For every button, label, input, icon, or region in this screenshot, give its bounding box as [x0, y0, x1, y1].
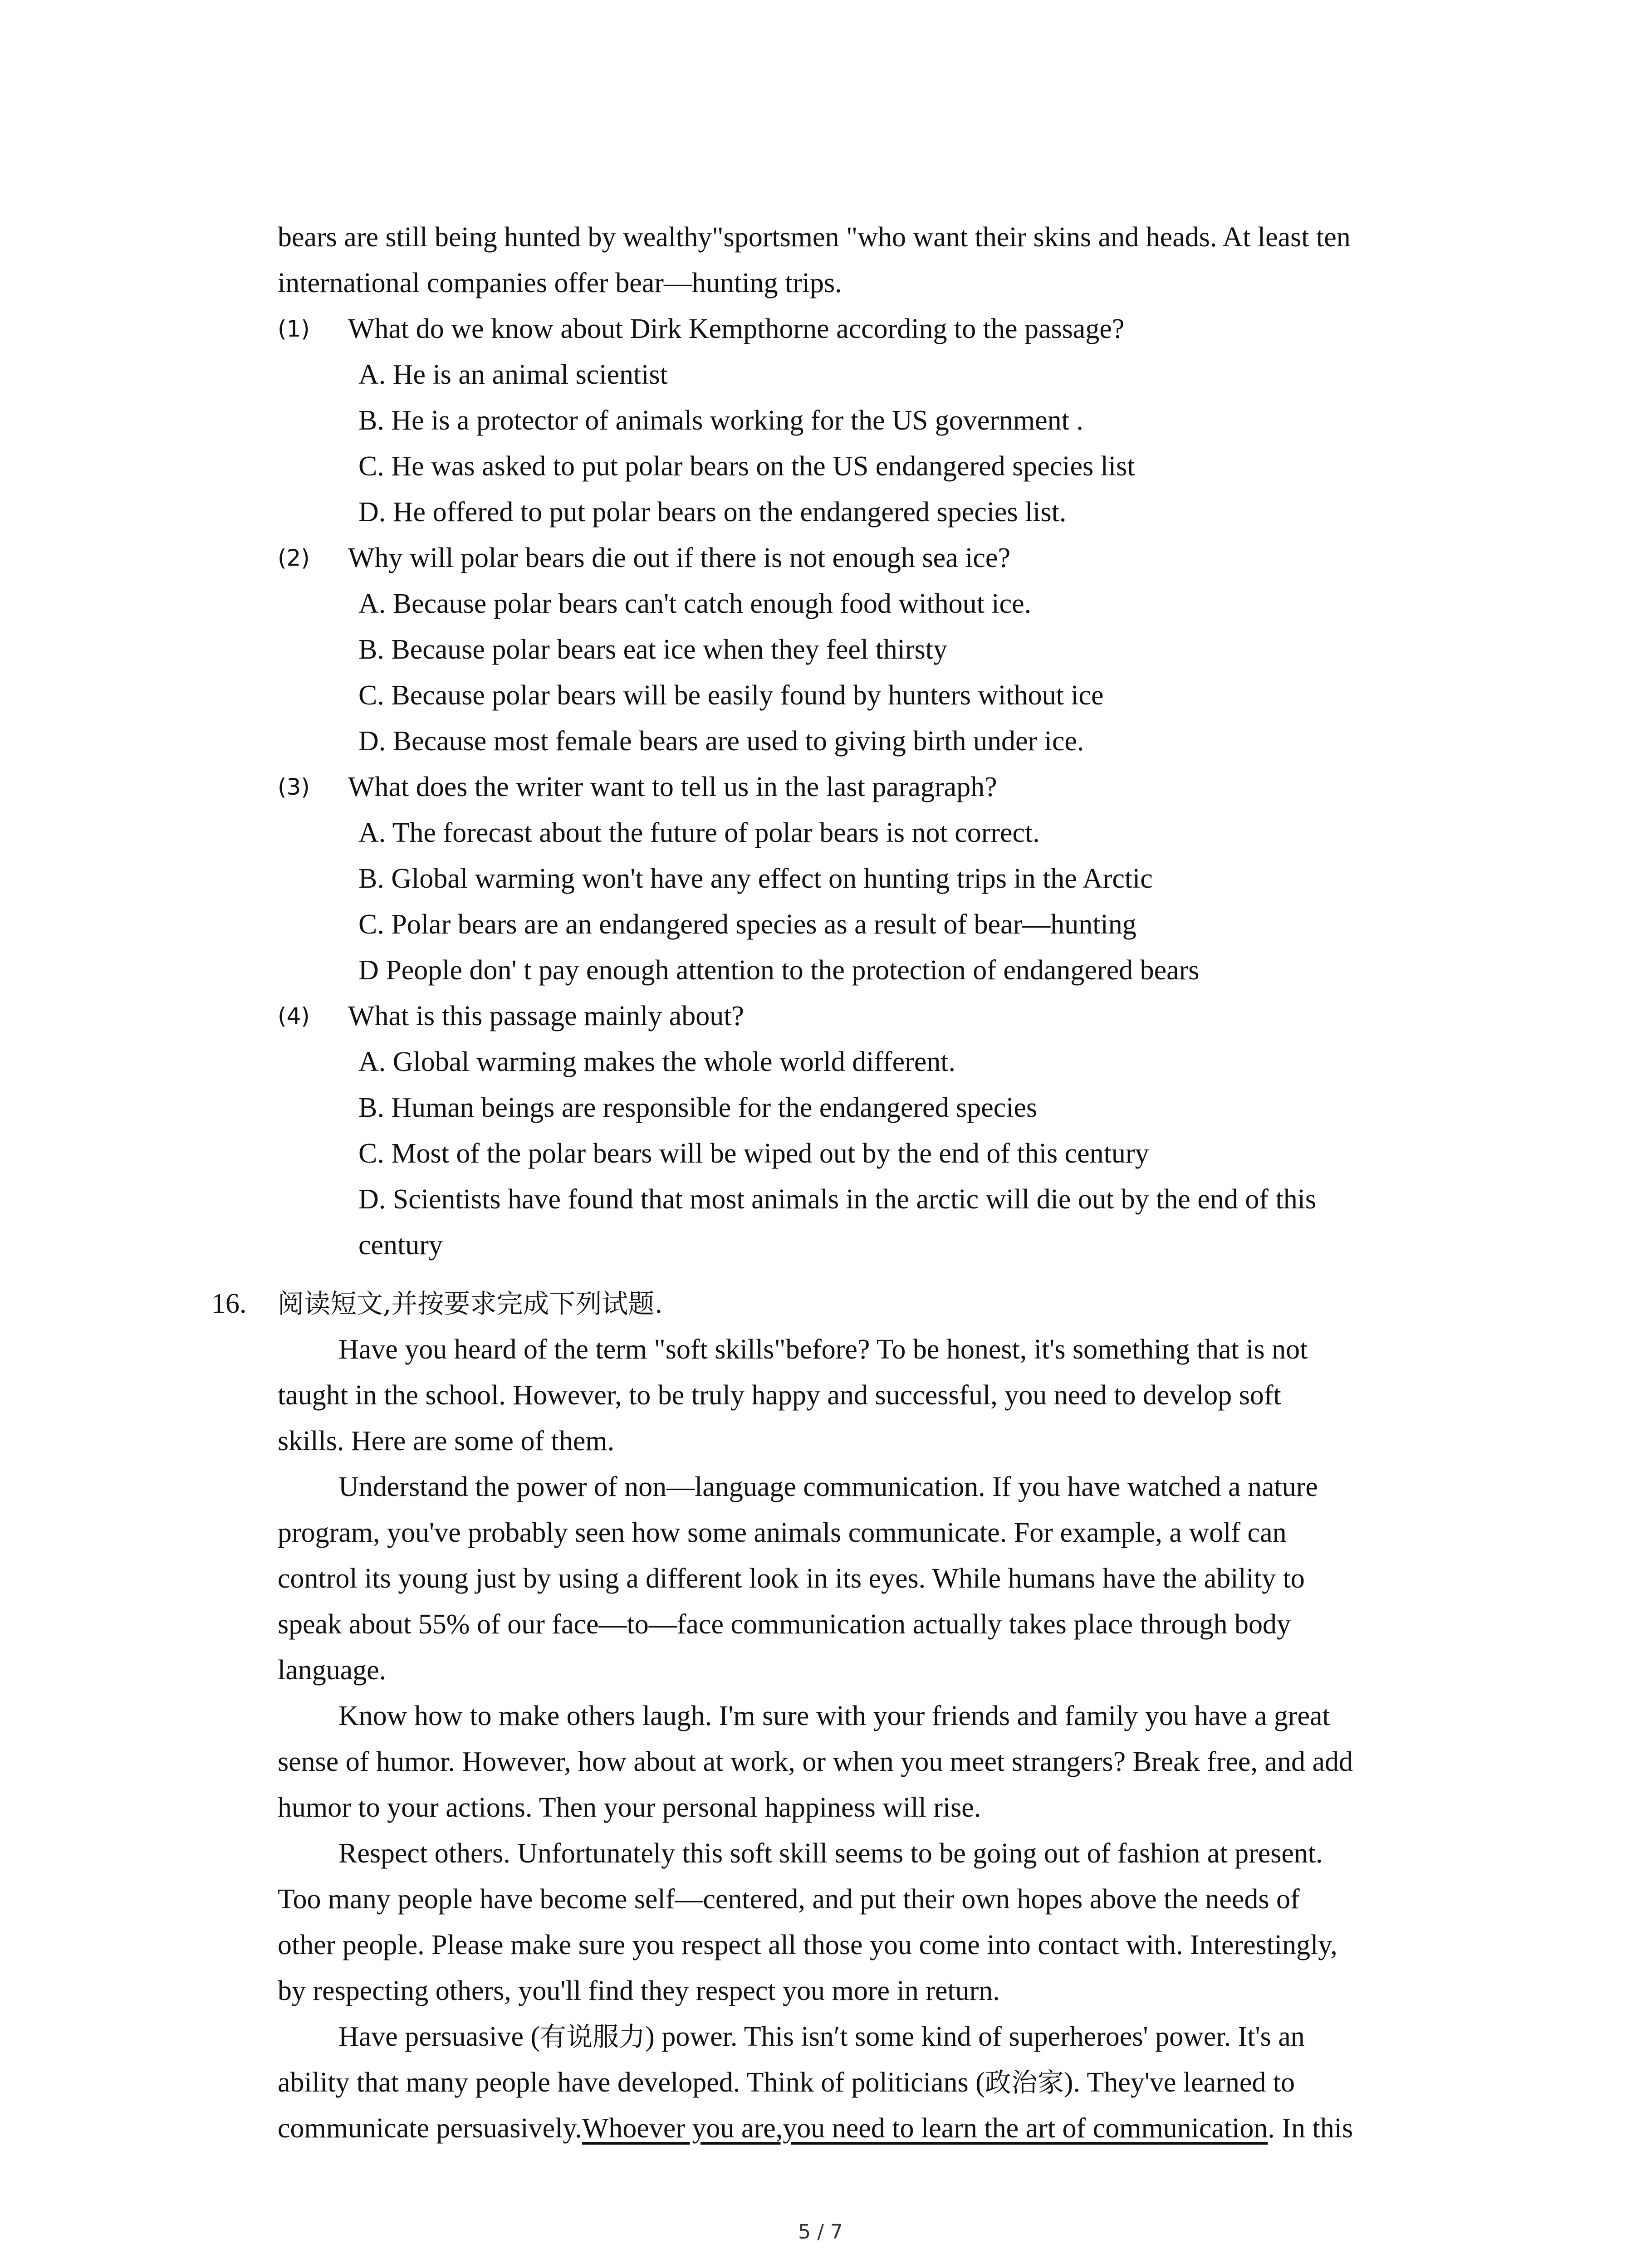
passage-line: Have you heard of the term "soft skills"before? To be honest, it's something that is not	[338, 1334, 1308, 1365]
passage-line: Know how to make others laugh. I'm sure with your friends and family you have a great	[338, 1701, 1330, 1731]
question-stem	[278, 535, 1457, 581]
passage-line: program, you've probably seen how some animals communicate. For example, a wolf can	[278, 1517, 1287, 1548]
passage-paragraph	[278, 1464, 1457, 1693]
section-16	[211, 1281, 1457, 2151]
question-text: What is this passage mainly about?	[348, 1001, 744, 1031]
option-c: C. Most of the polar bears will be wiped out by the end of this century	[358, 1138, 1149, 1169]
question-number: (2)	[278, 545, 310, 571]
option-a: A. Because polar bears can't catch enough food without ice.	[358, 588, 1032, 619]
question-text: What do we know about Dirk Kempthorne according to the passage?	[348, 313, 1125, 344]
page-number: 5 / 7	[798, 2220, 843, 2244]
passage-line: sense of humor. However, how about at work, or when you meet strangers? Break free, and add	[278, 1746, 1353, 1777]
option-a: A. The forecast about the future of polar bears is not correct.	[358, 817, 1040, 848]
option-c: C. Because polar bears will be easily found by hunters without ice	[358, 680, 1104, 711]
intro-line: bears are still being hunted by wealthy"sportsmen "who want their skins and heads. At least ten	[278, 222, 1351, 253]
passage-line: taught in the school. However, to be truly happy and successful, you need to develop soft	[278, 1380, 1281, 1411]
option-d-continued: century	[358, 1230, 443, 1261]
passage-text: Have persuasive (	[338, 2021, 540, 2052]
chinese-gloss: 有说服力	[540, 2021, 646, 2052]
option-d: D. Scientists have found that most animals in the arctic will die out by the end of this	[358, 1184, 1317, 1215]
passage-line: Respect others. Unfortunately this soft skill seems to be going out of fashion at present.	[338, 1838, 1323, 1869]
question-text: Why will polar bears die out if there is not enough sea ice?	[348, 543, 1010, 573]
passage-paragraph	[278, 1693, 1457, 1831]
option-b: B. Because polar bears eat ice when they feel thirsty	[358, 634, 948, 665]
passage-text: communicate persuasively.	[278, 2113, 582, 2144]
chinese-gloss: 政治家	[985, 2067, 1064, 2098]
passage-line: speak about 55% of our face—to—face communication actually takes place through body	[278, 1609, 1291, 1640]
passage-line: other people. Please make sure you respect all those you come into contact with. Interestingly,	[278, 1930, 1337, 1960]
section-heading	[211, 1281, 1457, 1327]
question-number: (3)	[278, 774, 310, 800]
option-b: B. He is a protector of animals working for the US government .	[358, 405, 1083, 436]
passage-line: control its young just by using a different look in its eyes. While humans have the ability to	[278, 1563, 1305, 1594]
passage-line: Too many people have become self—centered, and put their own hopes above the needs of	[278, 1884, 1300, 1915]
passage-paragraph	[278, 1327, 1457, 1464]
question-number: (1)	[278, 316, 310, 342]
passage	[278, 1327, 1457, 2151]
option-b: B. Human beings are responsible for the endangered species	[358, 1092, 1038, 1123]
passage-line: language.	[278, 1655, 387, 1686]
passage-paragraph	[278, 1831, 1457, 2014]
passage-paragraph-persuasive	[278, 2014, 1457, 2151]
passage-text: . In this	[1268, 2113, 1353, 2144]
question-text: What does the writer want to tell us in the last paragraph?	[348, 772, 997, 802]
question-4	[278, 993, 1457, 1268]
passage-text: ability that many people have developed. Think of politicians (	[278, 2067, 985, 2098]
option-a: A. He is an animal scientist	[358, 359, 668, 390]
page-content	[211, 215, 1457, 2151]
passage-text: ) power. This isn′t some kind of superheroes' power. It's an	[645, 2021, 1305, 2052]
option-c: C. He was asked to put polar bears on the US endangered species list	[358, 451, 1135, 482]
option-b: B. Global warming won't have any effect on hunting trips in the Arctic	[358, 863, 1153, 894]
option-d: D. He offered to put polar bears on the endangered species list.	[358, 497, 1067, 528]
question-stem	[278, 764, 1457, 810]
question-stem	[278, 993, 1457, 1039]
passage-text: ). They've learned to	[1063, 2067, 1295, 2098]
option-a: A. Global warming makes the whole world different.	[358, 1046, 956, 1077]
underlined-sentence: Whoever you are,you need to learn the art of communication	[582, 2113, 1268, 2144]
question-1	[278, 306, 1457, 535]
question-3	[278, 764, 1457, 993]
question-stem	[278, 306, 1457, 352]
passage-line: humor to your actions. Then your personal happiness will rise.	[278, 1792, 981, 1823]
passage-line: Understand the power of non—language communication. If you have watched a nature	[338, 1471, 1318, 1502]
section-number: 16.	[211, 1288, 247, 1319]
option-d: D People don' t pay enough attention to the protection of endangered bears	[358, 955, 1200, 986]
option-d: D. Because most female bears are used to giving birth under ice.	[358, 726, 1084, 757]
passage-line: skills. Here are some of them.	[278, 1426, 615, 1457]
option-c: C. Polar bears are an endangered species as a result of bear—hunting	[358, 909, 1136, 940]
section-instruction: 阅读短文,并按要求完成下列试题.	[278, 1288, 663, 1319]
passage-line: by respecting others, you'll find they respect you more in return.	[278, 1975, 1000, 2006]
question-2	[278, 535, 1457, 764]
intro-line: international companies offer bear—hunting trips.	[278, 268, 842, 298]
question-number: (4)	[278, 1003, 310, 1029]
